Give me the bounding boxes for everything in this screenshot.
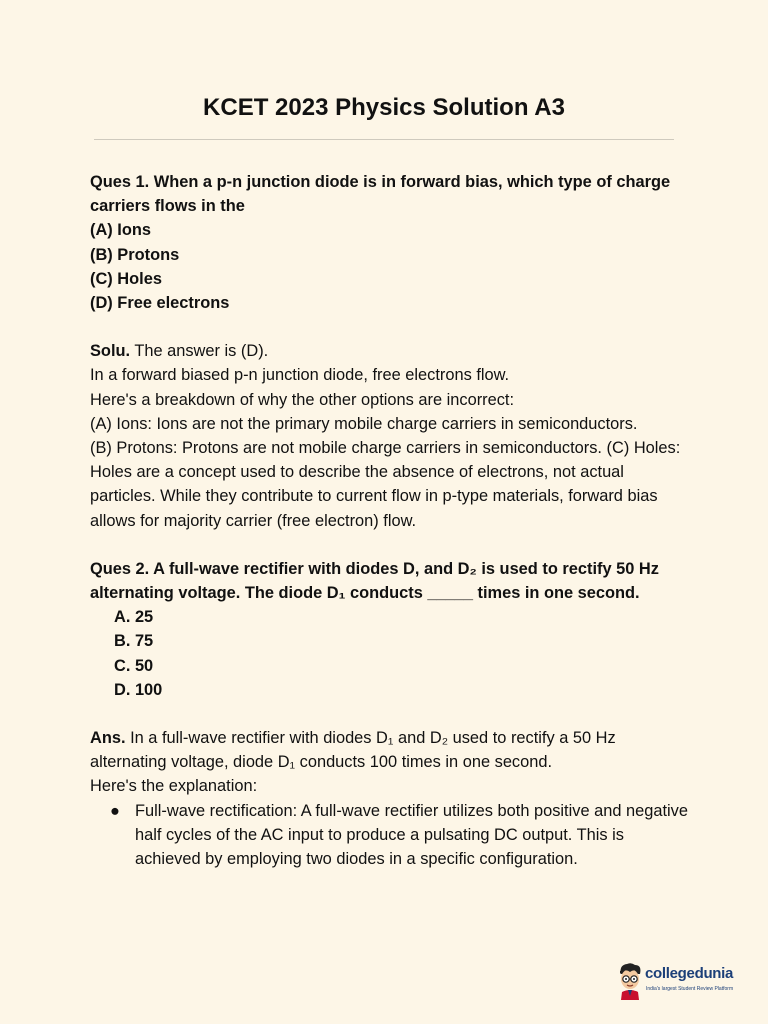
list-item-text: Full-wave rectification: A full-wave rectifier utilizes both positive and negative half cycles of the AC input to produce a pulsating DC output. This is achieved by employing two diodes in a specific configuration. — [135, 801, 688, 869]
question-2-option-c: C. 50 — [114, 656, 154, 675]
brand-tagline: India's largest Student Review Platform — [646, 986, 734, 992]
document-body — [90, 170, 690, 871]
question-2-text: A full-wave rectifier with diodes D, and D₂ is used to rectify 50 Hz alternating voltage. The diode D₁ conducts _____ times in one second. — [90, 559, 659, 603]
question-1-option-c: (C) Holes — [90, 269, 162, 288]
answer-2 — [90, 726, 690, 774]
solution-1-answer — [90, 339, 690, 363]
solution-1-line: In a forward biased p-n junction diode, free electrons flow. — [90, 366, 510, 385]
question-1-option-b: (B) Protons — [90, 245, 180, 264]
question-1-option-d: (D) Free electrons — [90, 294, 230, 313]
spacer — [90, 702, 690, 726]
solution-1-label: Solu. — [90, 342, 131, 361]
answer-2-intro: Here's the explanation: — [90, 777, 258, 796]
question-1 — [90, 170, 690, 218]
solution-1-answer-text: The answer is (D). — [130, 342, 269, 361]
question-2-option-a: A. 25 — [114, 608, 154, 627]
question-1-text: When a p-n junction diode is in forward bias, which type of charge carriers flows in the — [90, 173, 671, 216]
solution-1-line: (B) Protons: Protons are not mobile charge carriers in semiconductors. (C) Holes: Holes are a concept used to describe the absence of electrons, not actual particles. While they contribute to current flow in p-type materials, forward bias allows for majority carrier (free electron) flow. — [90, 439, 681, 530]
answer-2-label: Ans. — [90, 729, 126, 748]
solution-1-line: Here's a breakdown of why the other options are incorrect: — [90, 390, 515, 409]
question-2-label: Ques 2. — [90, 559, 150, 578]
question-2 — [90, 557, 690, 605]
question-1-label: Ques 1. — [90, 173, 150, 191]
spacer — [90, 533, 690, 557]
question-2-option-d: D. 100 — [114, 680, 163, 699]
title-divider — [94, 139, 674, 140]
spacer — [90, 315, 690, 339]
list-item — [90, 799, 690, 872]
question-2-option-b: B. 75 — [114, 632, 154, 651]
solution-1-line: (A) Ions: Ions are not the primary mobile charge carriers in semiconductors. — [90, 414, 638, 433]
collegedunia-logo — [615, 962, 745, 1002]
bullet-icon: ● — [110, 801, 120, 820]
mascot-icon — [615, 962, 645, 1000]
page-title: KCET 2023 Physics Solution A3 — [203, 94, 565, 121]
brand-name: collegedunia — [645, 965, 734, 982]
answer-2-text: In a full-wave rectifier with diodes D₁ and D₂ used to rectify a 50 Hz alternating voltage, diode D₁ conducts 100 times in one second. — [90, 729, 616, 772]
question-1-option-a: (A) Ions — [90, 221, 152, 240]
